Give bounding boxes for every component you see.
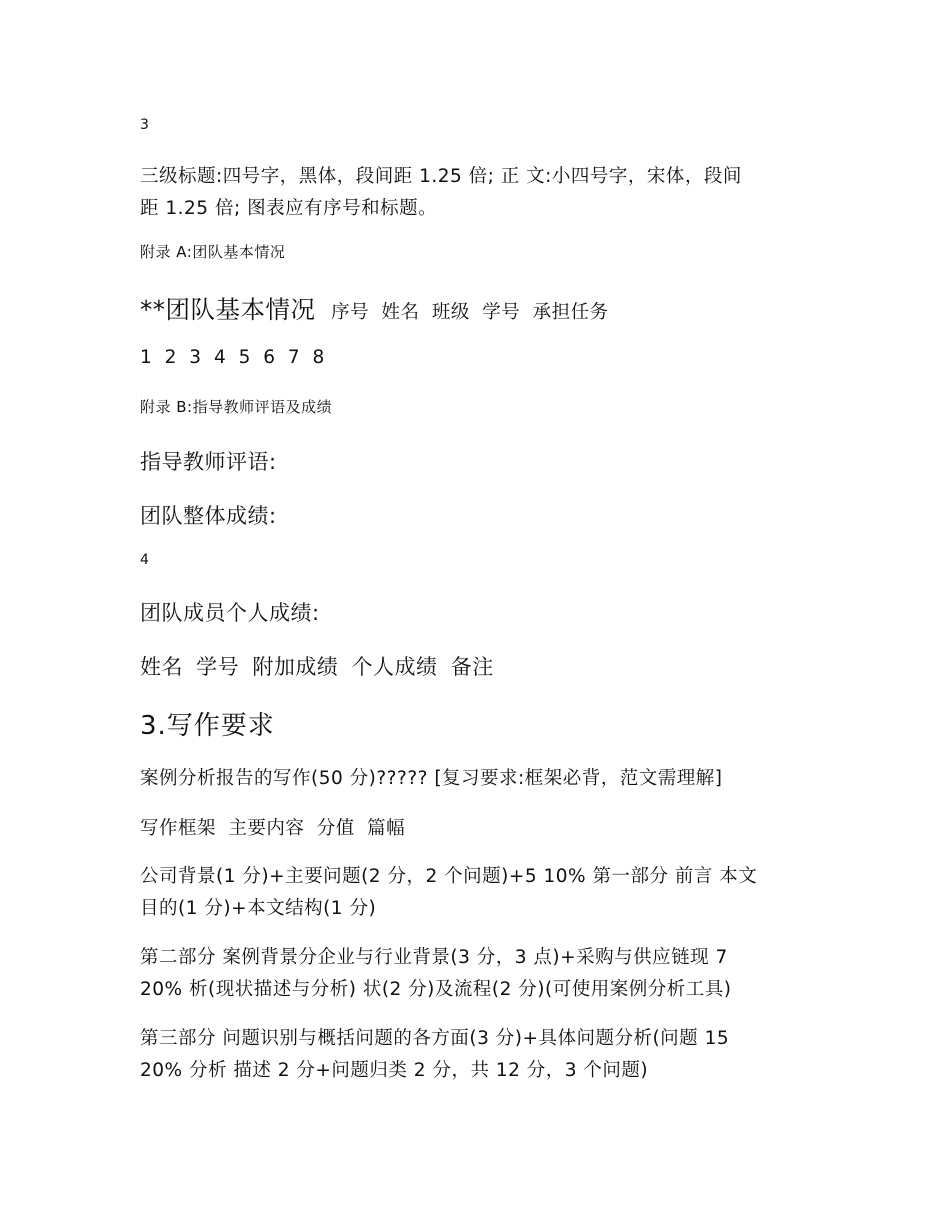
- part1-line-1: 公司背景(1 分)+主要问题(2 分，2 个问题)+5 10% 第一部分 前言 本文: [140, 866, 758, 887]
- report-writing-line: 案例分析报告的写作(50 分)????? [复习要求:框架必背，范文需理解]: [140, 768, 723, 789]
- framework-columns: 写作框架 主要内容 分值 篇幅: [140, 818, 406, 839]
- row-numbers: 1 2 3 4 5 6 7 8: [140, 347, 325, 368]
- member-score-label: 团队成员个人成绩:: [140, 601, 320, 625]
- part2-line-1: 第二部分 案例背景分企业与行业背景(3 分，3 点)+采购与供应链现 7: [140, 947, 728, 968]
- page-number: 4: [140, 552, 150, 568]
- part2-line-2: 20% 析(现状描述与分析) 状(2 分)及流程(2 分)(可使用案例分析工具): [140, 979, 732, 1000]
- team-info-row: [140, 291, 609, 326]
- part3-line-1: 第三部分 问题识别与概括问题的各方面(3 分)+具体问题分析(问题 15: [140, 1028, 730, 1049]
- section-heading: 3.写作要求: [140, 711, 275, 741]
- heading3-rule-line-2: 距 1.25 倍; 图表应有序号和标题。: [140, 198, 438, 219]
- teacher-comments-label: 指导教师评语:: [140, 450, 277, 474]
- appendix-b-title: 附录 B:指导教师评语及成绩: [140, 398, 333, 416]
- page-number: 3: [140, 117, 150, 133]
- team-info-heading: **团队基本情况: [140, 295, 316, 324]
- part3-line-2: 20% 分析 描述 2 分+问题归类 2 分，共 12 分，3 个问题): [140, 1060, 649, 1081]
- team-score-label: 团队整体成绩:: [140, 504, 277, 528]
- part1-line-2: 目的(1 分)+本文结构(1 分): [140, 898, 377, 919]
- heading3-rule-line-1: 三级标题:四号字，黑体，段间距 1.25 倍; 正 文:小四号字，宋体，段间: [140, 166, 742, 187]
- member-score-columns: 姓名 学号 附加成绩 个人成绩 备注: [140, 655, 494, 679]
- appendix-a-title: 附录 A:团队基本情况: [140, 243, 286, 261]
- team-info-columns: 序号 姓名 班级 学号 承担任务: [331, 302, 609, 323]
